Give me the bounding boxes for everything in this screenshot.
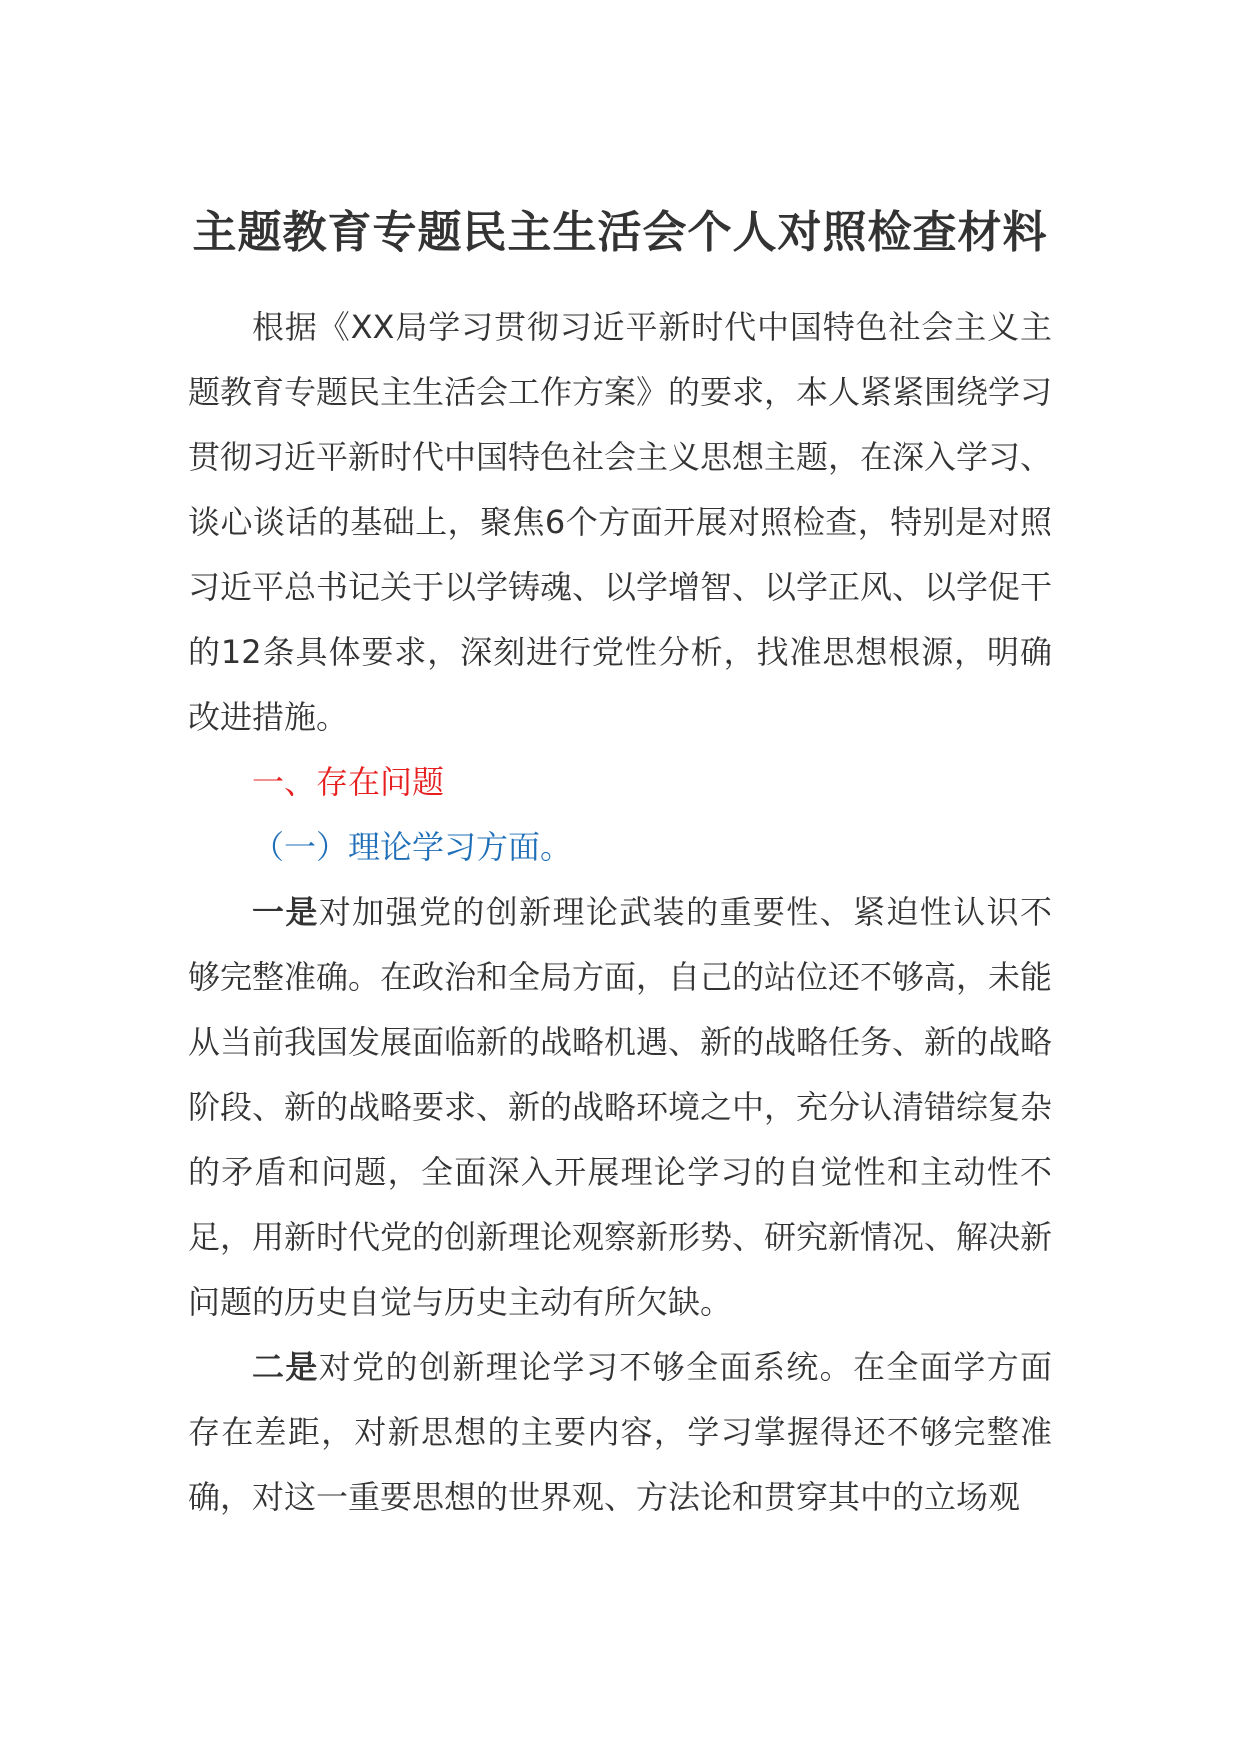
point-2-lead: 二是 [252,1348,319,1386]
point-paragraph-2 [188,1335,1052,1530]
document-body [188,295,1052,1530]
point-1-text: 对加强党的创新理论武装的重要性、紧迫性认识不够完整准确。在政治和全局方面，自己的站位还不够高，未能从当前我国发展面临新的战略机遇、新的战略任务、新的战略阶段、新的战略要求、新的战略环境之中，充分认清错综复杂的矛盾和问题，全面深入开展理论学习的自觉性和主动性不足，用新时代党的创新理论观察新形势、研究新情况、解决新问题的历史自觉与历史主动有所欠缺。 [188,893,1053,1321]
point-2-text: 对党的创新理论学习不够全面系统。在全面学方面存在差距，对新思想的主要内容，学习掌握得还不够完整准确，对这一重要思想的世界观、方法论和贯穿其中的立场观 [188,1348,1052,1516]
document-title: 主题教育专题民主生活会个人对照检查材料 [192,207,1048,258]
point-1-lead: 一是 [252,893,319,931]
intro-paragraph: 根据《XX局学习贯彻习近平新时代中国特色社会主义主题教育专题民主生活会工作方案》的要求，本人紧紧围绕学习贯彻习近平新时代中国特色社会主义思想主题，在深入学习、谈心谈话的基础上，聚焦6个方面开展对照检查，特别是对照习近平总书记关于以学铸魂、以学增智、以学正风、以学促干的12条具体要求，深刻进行党性分析，找准思想根源，明确改进措施。 [188,308,1053,736]
section-heading-problems: 一、存在问题 [252,763,445,801]
subsection-heading-theory-study: （一）理论学习方面。 [252,828,573,866]
point-paragraph-1 [188,880,1052,1335]
